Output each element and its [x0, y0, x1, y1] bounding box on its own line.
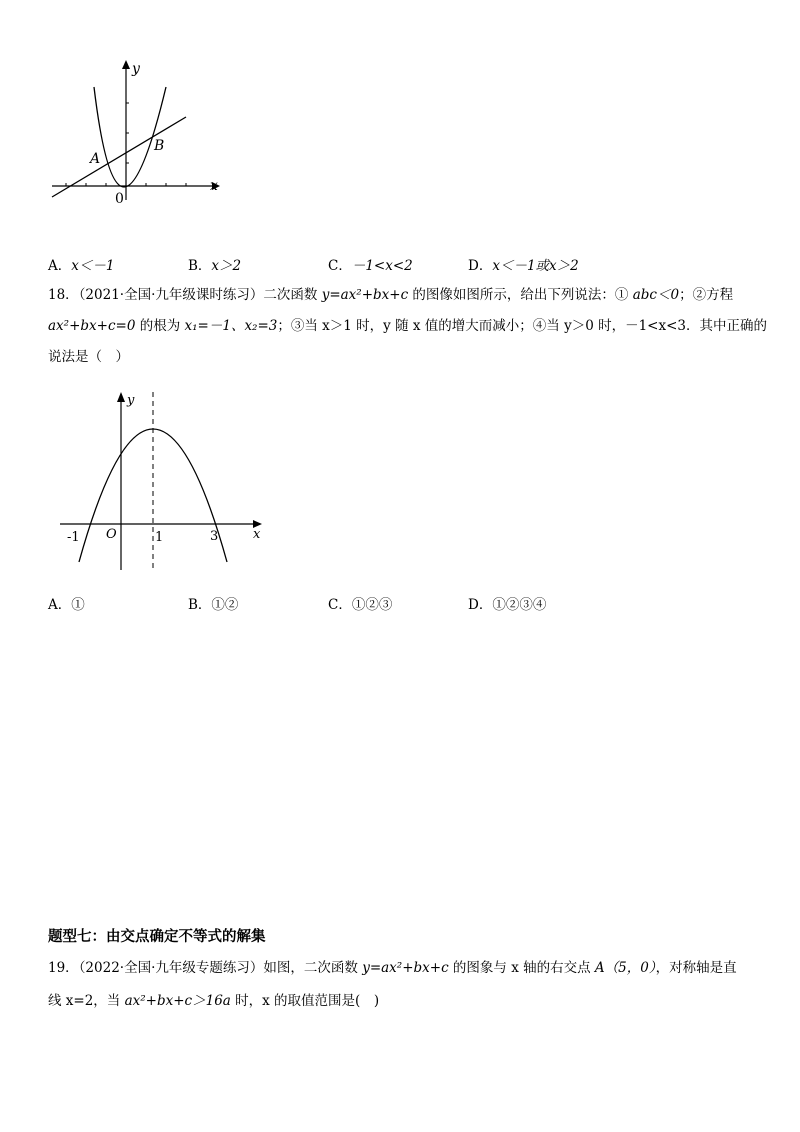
- origin-label: 0: [115, 191, 124, 207]
- point-a: A（5，0）: [594, 960, 656, 976]
- stem-text: ；③当 x＞1 时，y 随 x 值的增大而减小；④当 y＞0 时，－1<x<3．其中正确的: [277, 318, 767, 334]
- function-expression: y=ax²+bx+c: [362, 960, 449, 976]
- tick-label-3: 3: [210, 529, 219, 544]
- option-text: ①: [71, 597, 85, 613]
- stem-text: ，对称轴是直: [655, 960, 737, 976]
- stem-text: 说法是（ ）: [48, 349, 129, 365]
- q18-stem-line1: [48, 285, 733, 305]
- q17-option-b[interactable]: [188, 256, 241, 276]
- origin-label: O: [106, 527, 117, 542]
- y-axis-arrow: [117, 392, 125, 402]
- y-label: y: [132, 61, 140, 77]
- option-text: ①②: [211, 597, 239, 613]
- option-letter: B．: [188, 258, 212, 274]
- q17-option-c[interactable]: [328, 256, 413, 276]
- option-text: －1<x<2: [351, 258, 413, 274]
- q19-stem-line2: [48, 991, 379, 1011]
- question-source: （2022·全国·九年级专题练习）: [78, 960, 264, 976]
- x-label: x: [253, 527, 261, 542]
- parabola-curve: [94, 87, 166, 187]
- stem-text: 线 x=2，当: [48, 993, 125, 1009]
- point-b-label: B: [154, 138, 165, 154]
- stem-text: 时，x 的取值范围是( ): [230, 993, 380, 1009]
- option-letter: A．: [48, 597, 72, 613]
- option-letter: C．: [328, 258, 352, 274]
- option-text: x＞2: [211, 258, 242, 274]
- section-heading: 题型七：由交点确定不等式的解集: [48, 929, 266, 945]
- option-letter: A．: [48, 258, 72, 274]
- stem-text: 的图像如图所示，给出下列说法：①: [408, 287, 633, 303]
- q18-stem-line3: [48, 347, 129, 367]
- option-letter: D．: [468, 597, 493, 613]
- stem-text: ；②方程: [679, 287, 734, 303]
- question-source: （2021·全国·九年级课时练习）: [78, 287, 264, 303]
- question-number: 19．: [48, 960, 79, 976]
- question-number: 18．: [48, 287, 79, 303]
- tick-label-1: 1: [155, 530, 164, 545]
- option-letter: D．: [468, 258, 493, 274]
- q19-stem-line1: [48, 958, 737, 978]
- stem-text: 二次函数: [263, 287, 322, 303]
- option-letter: B．: [188, 597, 212, 613]
- q17-option-a[interactable]: [48, 256, 114, 276]
- option-text: x＜－1: [71, 258, 115, 274]
- stem-text: 的图象与 x 轴的右交点: [448, 960, 595, 976]
- y-axis-arrow: [122, 60, 130, 69]
- inequality: ax²+bx+c＞16a: [124, 993, 231, 1009]
- y-label: y: [127, 393, 135, 408]
- x-label: x: [210, 178, 218, 194]
- q18-option-b[interactable]: [188, 595, 238, 615]
- figure-parabola-line: [40, 55, 240, 215]
- function-expression: y=ax²+bx+c: [321, 287, 409, 303]
- q18-option-c[interactable]: [328, 595, 392, 615]
- point-a-label: A: [90, 151, 101, 167]
- condition-1: abc＜0: [632, 287, 680, 303]
- option-letter: C．: [328, 597, 352, 613]
- tick-label-neg1: -1: [67, 530, 80, 545]
- stem-text: 如图，二次函数: [263, 960, 363, 976]
- equation: ax²+bx+c=0: [48, 318, 136, 334]
- q18-stem-line2: [48, 316, 767, 336]
- q18-option-a[interactable]: [48, 595, 85, 615]
- option-text: ①②③④: [492, 597, 547, 613]
- q17-option-d[interactable]: [468, 256, 579, 276]
- stem-text: 的根为: [135, 318, 185, 334]
- q18-option-d[interactable]: [468, 595, 546, 615]
- roots: x₁=－1、x₂=3: [184, 318, 278, 334]
- option-text: ①②③: [351, 597, 393, 613]
- option-text: x＜－1或x＞2: [492, 258, 579, 274]
- figure-downward-parabola: [55, 388, 270, 578]
